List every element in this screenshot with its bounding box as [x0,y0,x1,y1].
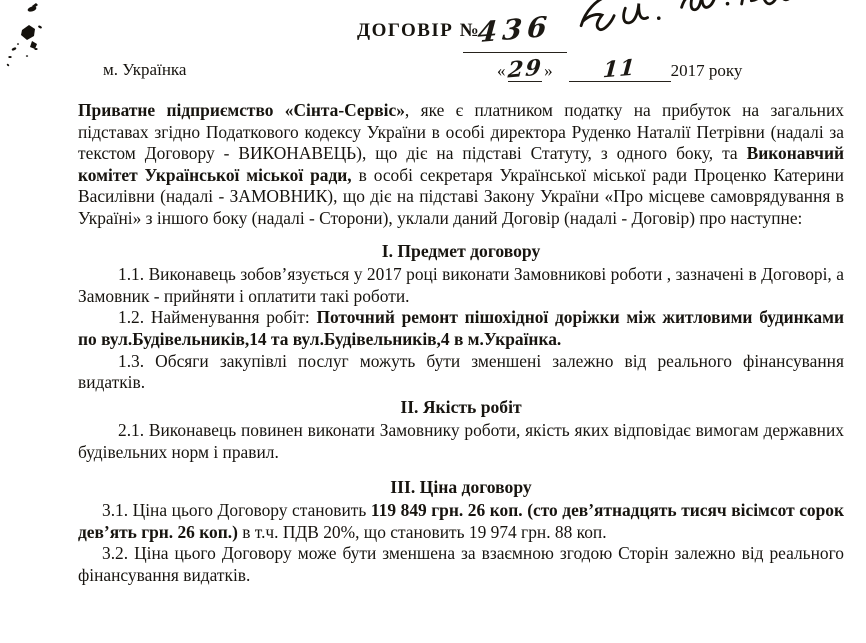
paragraph [78,500,844,543]
year-label: 2017 року [670,61,743,80]
text-run: 1.2. Найменування робіт: [118,307,317,328]
paragraph [78,100,844,230]
paragraph [78,264,844,307]
bold-text-run: 119 849 грн. 26 коп. (сто дев’ятнадцять тисяч вісімсот сорок дев’ять грн. 26 коп.) [78,500,844,542]
bold-text-run: Поточний ремонт пішохідної доріжки між житловими будинками по вул.Будівельників,14 та вул.Будівельників,4 в м.Українка. [78,307,844,349]
text-run: 1.1. Виконавець зобов’язується у 2017 році виконати Замовникові роботи , зазначені в Договорі, а Замовник - прийняти і оплатити такі роботи. [78,264,844,306]
date-line [497,54,742,82]
month-field [569,54,671,84]
document-body [78,100,844,586]
day-field [506,54,544,84]
bold-text-run: Приватне підприємство «Сінта-Сервіс» [78,100,405,120]
paragraph [78,420,844,463]
close-quote: » [544,61,553,80]
open-quote: « [497,61,506,80]
contract-number-handwritten: 436 [476,9,554,50]
section-heading [78,477,844,499]
text-run: в особі секретаря Української міської ради Проценко Катерини Василівни (надалі - ЗАМОВНИК), що діє на підставі Закону України «Про місцеве самоврядування в Україні» з іншого боку (надалі - Сторони), уклали даний Договір (надалі - Договір) про наступне: [78,164,844,228]
bold-text-run: ІІ. Якість робіт [400,396,522,417]
text-run: в т.ч. ПДВ 20%, що становить 19 974 грн. 88 коп. [237,521,607,542]
city-label: м. Українка [103,60,187,79]
text-run: , яке є платником податку на прибуток на загальних підставах згідно Податкового кодексу України в особі директора Руденко Наталії Петрівни (надалі за текстом Договору - ВИКОНАВЕЦЬ), що діє на підставі Статуту, з одного боку, та [78,100,844,164]
document-header [0,9,866,50]
paragraph [78,307,844,350]
bold-text-run: Виконавчий комітет Української міської ради, [78,143,844,185]
paragraph [78,543,844,586]
section-heading [78,397,844,419]
section-heading [78,241,844,263]
text-run: 1.3. Обсяги закупівлі послуг можуть бути зменшені залежно від реального фінансування видатків. [78,350,844,393]
text-run: 2.1. Виконавець повинен виконати Замовнику роботи, якість яких відповідає вимогам державних будівельних норм і правил. [78,420,844,462]
text-run: 3.2. Ціна цього Договору може бути зменшена за взаємною згодою Сторін залежно від реального фінансування видатків. [78,543,844,585]
contract-number-field [463,8,567,53]
month-handwritten: 11 [602,54,638,84]
document-title: ДОГОВІР № [357,20,481,41]
text-run: 3.1. Ціна цього Договору становить [102,500,371,521]
day-handwritten: 29 [506,54,544,84]
paragraph [78,351,844,394]
bold-text-run: ІІІ. Ціна договору [390,476,532,497]
bold-text-run: І. Предмет договору [381,240,541,261]
